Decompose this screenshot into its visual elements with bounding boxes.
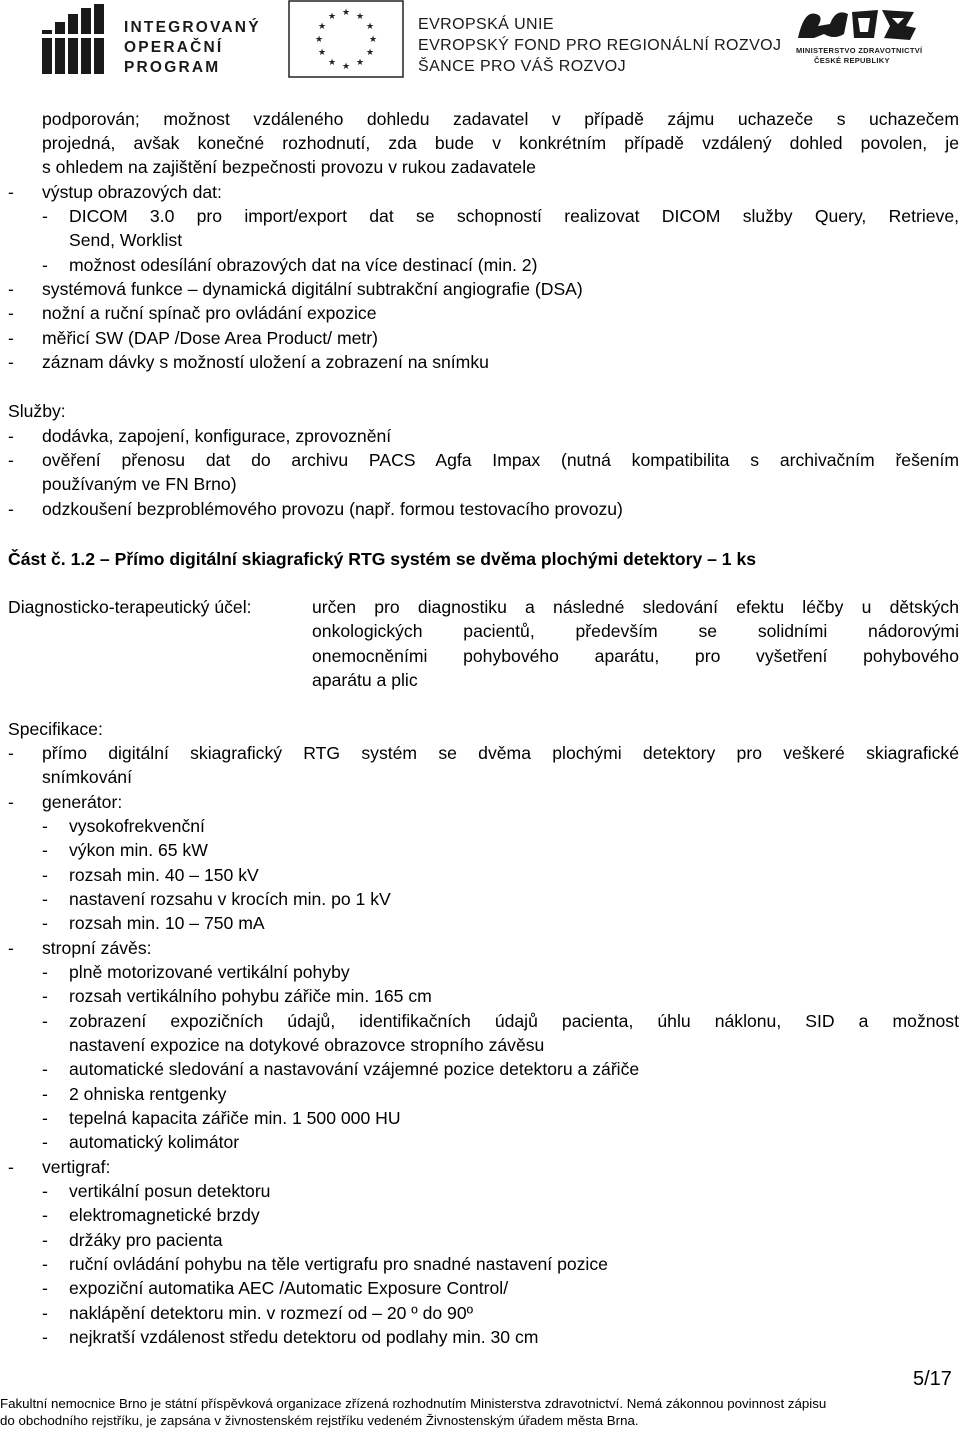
bullet-dash: - (42, 255, 48, 275)
sub-list-item: naklápění detektoru min. v rozmezí od – 20 º do 90º (69, 1303, 474, 1323)
list-item: stropní závěs: (42, 938, 152, 958)
sub-list-item: zobrazení expozičních údajů, identifikačních údajů pacienta, úhlu náklonu, SID a možnost (69, 1011, 959, 1031)
list-item: výstup obrazových dat: (42, 182, 222, 202)
list-item: systémová funkce – dynamická digitální subtrakční angiografie (DSA) (42, 279, 583, 299)
svg-text:★: ★ (355, 12, 365, 22)
bullet-dash: - (42, 1132, 48, 1152)
bullet-dash: - (42, 962, 48, 982)
footer-line: Fakultní nemocnice Brno je státní příspěvková organizace zřízená rozhodnutím Ministerstva zdravotnictví. Nemá zákonnou povinnost zápisu (0, 1396, 827, 1411)
sub-list-item: elektromagnetické brzdy (69, 1205, 260, 1225)
svg-text:★: ★ (341, 62, 351, 72)
sub-list-item: nastavení rozsahu v krocích min. po 1 kV (69, 889, 391, 909)
bullet-dash: - (8, 792, 14, 812)
bullet-dash: - (8, 1157, 14, 1177)
sub-list-item: vysokofrekvenční (69, 816, 205, 836)
bullet-dash: - (8, 499, 14, 519)
section-heading-services: Služby: (8, 401, 66, 421)
bullet-dash: - (42, 1278, 48, 1298)
purpose-label: Diagnosticko-terapeutický účel: (8, 597, 252, 617)
purpose-text: aparátu a plic (312, 670, 418, 690)
sub-list-item: rozsah vertikálního pohybu zářiče min. 165 cm (69, 986, 432, 1006)
svg-text:★: ★ (317, 22, 327, 32)
eu-fund-text (418, 14, 781, 77)
iop-bars-icon (42, 4, 114, 74)
document-footer (0, 1395, 960, 1429)
eu-line: EVROPSKÁ UNIE (418, 16, 554, 33)
page-number: 5/17 (913, 1368, 952, 1390)
text-line: nastavení expozice na dotykové obrazovce stropního závěsu (69, 1035, 545, 1055)
bullet-dash: - (42, 1303, 48, 1323)
list-item: měřicí SW (DAP /Dose Area Product/ metr) (42, 328, 378, 348)
text-line: projedná, avšak konečné rozhodnutí, zda bude v konkrétním případě vzdálený dohled povolen, je (42, 133, 959, 153)
bullet-dash: - (8, 279, 14, 299)
bullet-dash: - (42, 1254, 48, 1274)
list-item: nožní a ruční spínač pro ovládání expozice (42, 303, 377, 323)
list-item: vertigraf: (42, 1157, 111, 1177)
sub-list-item: expoziční automatika AEC /Automatic Exposure Control/ (69, 1278, 509, 1298)
bullet-dash: - (8, 352, 14, 372)
purpose-text: onkologických pacientů, především se solidními nádorovými (312, 621, 959, 641)
text-line: snímkování (42, 767, 132, 787)
sub-list-item: výkon min. 65 kW (69, 840, 208, 860)
sub-list-item: nejkratší vzdálenost středu detektoru od podlahy min. 30 cm (69, 1327, 539, 1347)
text-line: s ohledem na zajištění bezpečnosti provozu v rukou zadavatele (42, 157, 536, 177)
bullet-dash: - (42, 1181, 48, 1201)
bullet-dash: - (42, 1084, 48, 1104)
bullet-dash: - (42, 865, 48, 885)
sub-list-item: držáky pro pacienta (69, 1230, 223, 1250)
sub-list-item: tepelná kapacita zářiče min. 1 500 000 HU (69, 1108, 401, 1128)
bullet-dash: - (8, 450, 14, 470)
bullet-dash: - (42, 913, 48, 933)
bullet-dash: - (42, 840, 48, 860)
list-item: záznam dávky s možností uložení a zobrazení na snímku (42, 352, 489, 372)
document-header (0, 0, 960, 80)
svg-text:★: ★ (314, 35, 324, 45)
sub-list-item: vertikální posun detektoru (69, 1181, 271, 1201)
part-heading: Část č. 1.2 – Přímo digitální skiagrafický RTG systém se dvěma plochými detektory – 1 ks (8, 549, 757, 569)
svg-text:★: ★ (365, 48, 375, 58)
list-item: možnost odesílání obrazových dat na více destinací (min. 2) (69, 255, 538, 275)
iop-logo-line: PROGRAM (124, 59, 221, 76)
bullet-dash: - (42, 1205, 48, 1225)
svg-text:★: ★ (317, 48, 327, 58)
purpose-text: onemocněními pohybového aparátu, pro vyšetření pohybového (312, 646, 959, 666)
ministry-name-line: ČESKÉ REPUBLIKY (814, 56, 890, 65)
bullet-dash: - (8, 426, 14, 446)
sub-list-item: plně motorizované vertikální pohyby (69, 962, 350, 982)
purpose-text: určen pro diagnostiku a následné sledování efektu léčby u dětských (312, 597, 959, 617)
bullet-dash: - (42, 816, 48, 836)
bullet-dash: - (42, 1230, 48, 1250)
bullet-dash: - (42, 1011, 48, 1031)
text-line: Send, Worklist (69, 230, 183, 250)
ministry-emblem-icon (794, 4, 920, 44)
bullet-dash: - (42, 1059, 48, 1079)
list-item: přímo digitální skiagrafický RTG systém se dvěma plochými detektory pro veškeré skiagrafické (42, 743, 959, 763)
svg-text:★: ★ (368, 35, 378, 45)
sub-list-item: automatické sledování a nastavování vzájemné pozice detektoru a zářiče (69, 1059, 640, 1079)
ministry-name-line: MINISTERSTVO ZDRAVOTNICTVÍ (796, 46, 923, 55)
svg-text:★: ★ (327, 12, 337, 22)
list-item: DICOM 3.0 pro import/export dat se schopností realizovat DICOM služby Query, Retrieve, (69, 206, 959, 226)
bullet-dash: - (42, 1327, 48, 1347)
sub-list-item: automatický kolimátor (69, 1132, 240, 1152)
iop-logo-line: OPERAČNÍ (124, 39, 224, 56)
bullet-dash: - (8, 182, 14, 202)
bullet-dash: - (8, 328, 14, 348)
sub-list-item: rozsah min. 40 – 150 kV (69, 865, 259, 885)
sub-list-item: rozsah min. 10 – 750 mA (69, 913, 265, 933)
bullet-dash: - (8, 743, 14, 763)
bullet-dash: - (8, 303, 14, 323)
list-item: generátor: (42, 792, 123, 812)
list-item: ověření přenosu dat do archivu PACS Agfa Impax (nutná kompatibilita s archivačním řešením (42, 450, 959, 470)
svg-text:★: ★ (365, 22, 375, 32)
sub-list-item: ruční ovládání pohybu na těle vertigrafu pro snadné nastavení pozice (69, 1254, 608, 1274)
eu-line: ŠANCE PRO VÁŠ ROZVOJ (418, 58, 627, 75)
text-line: používaným ve FN Brno) (42, 474, 237, 494)
bullet-dash: - (8, 938, 14, 958)
bullet-dash: - (42, 1108, 48, 1128)
text-line: podporován; možnost vzdáleného dohledu zadavatel v případě zájmu uchazeče s uchazečem (42, 109, 959, 129)
list-item: odzkoušení bezproblémového provozu (např. formou testovacího provozu) (42, 499, 623, 519)
ministry-logo (794, 4, 924, 72)
iop-logo (42, 4, 262, 76)
bullet-dash: - (42, 889, 48, 909)
sub-list-item: 2 ohniska rentgenky (69, 1084, 227, 1104)
svg-text:★: ★ (341, 8, 351, 18)
iop-logo-line: INTEGROVANÝ (124, 19, 261, 36)
bullet-dash: - (42, 206, 48, 226)
bullet-dash: - (42, 986, 48, 1006)
svg-text:★: ★ (327, 58, 337, 68)
footer-line: do obchodního rejstříku, je zapsána v živnostenském rejstříku vedeném Živnostenským úřadem města Brna. (0, 1413, 639, 1428)
section-heading-specs: Specifikace: (8, 719, 103, 739)
svg-text:★: ★ (355, 58, 365, 68)
eu-flag-icon (288, 0, 404, 78)
list-item: dodávka, zapojení, konfigurace, zprovoznění (42, 426, 392, 446)
eu-line: EVROPSKÝ FOND PRO REGIONÁLNÍ ROZVOJ (418, 37, 782, 54)
